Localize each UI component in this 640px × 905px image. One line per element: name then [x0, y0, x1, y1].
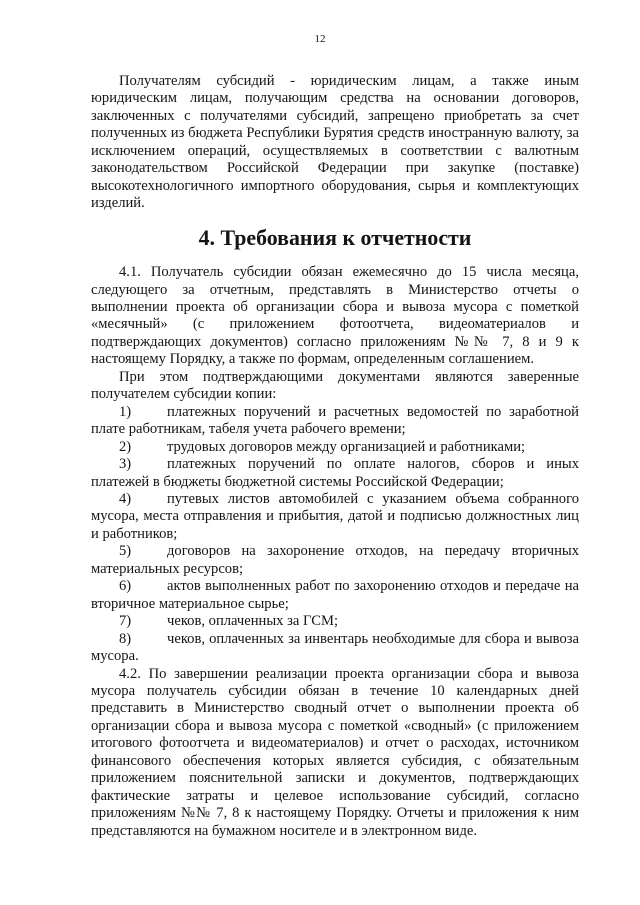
list-item-number: 6) [119, 578, 132, 595]
list-item-text: чеков, оплаченных за ГСМ; [167, 613, 339, 630]
list-item-text: платежных поручений по оплате налогов, сборов и иных платежей в бюджеты бюджетной системы Российской Федерации; [91, 456, 579, 490]
list-item [91, 578, 579, 613]
paragraph-4-1: 4.1. Получатель субсидии обязан ежемесячно до 15 числа месяца, следующего за отчетным, представлять в Министерство отчеты о выполнении проекта об организации сбора и вывоза мусора с пометкой «месячный» (с приложением фотоотчета, видеоматериалов и подтверждающих документов) согласно приложениям №№ 7, 8 и 9 к настоящему Порядку, а также по формам, определенным соглашением. [91, 264, 579, 368]
page-number: 12 [314, 33, 326, 45]
list-item-number: 5) [119, 543, 132, 560]
documents-intro-paragraph: При этом подтверждающими документами являются заверенные получателем субсидии копии: [91, 368, 579, 403]
list-item-text: чеков, оплаченных за инвентарь необходимые для сбора и вывоза мусора. [91, 630, 579, 665]
list-item-text: путевых листов автомобилей с указанием объема собранного мусора, места отправления и прибытия, датой и подписью должностных лиц и работников; [91, 490, 579, 542]
documents-list [91, 404, 579, 666]
paragraph-4-2: 4.2. По завершении реализации проекта организации сбора и вывоза мусора получатель субсидии обязан в течение 10 календарных дней представить в Министерство сводный отчет о выполнении проекта об организации сбора и вывоза мусора с пометкой «сводный» (с приложением итогового фотоотчета и видеоматериалов) и отчет о расходах, источником финансового обеспечения которых является субсидия, с обязательным приложением пояснительной записки и документов, подтверждающих фактические затраты и целевое использование субсидий, согласно приложениям №№ 7, 8 к настоящему Порядку. Отчеты и приложения к ним представляются на бумажном носителе и в электронном виде. [91, 665, 579, 839]
list-item-number: 3) [119, 456, 132, 473]
list-item [91, 439, 579, 456]
list-item [91, 491, 579, 543]
list-item-text: трудовых договоров между организацией и работниками; [167, 438, 526, 455]
list-item [91, 404, 579, 439]
list-item-number: 1) [119, 403, 132, 420]
list-item-number: 7) [119, 613, 132, 630]
list-item [91, 456, 579, 491]
list-item-text: договоров на захоронение отходов, на передачу вторичных материальных ресурсов; [91, 543, 579, 577]
document-body [91, 73, 579, 840]
list-item [91, 543, 579, 578]
list-item-number: 8) [119, 630, 132, 647]
list-item-text: актов выполненных работ по захоронению отходов и передаче на вторичное материальное сырье; [91, 578, 579, 612]
section-title: 4. Требования к отчетности [198, 224, 472, 250]
list-item [91, 613, 579, 630]
intro-paragraph: Получателям субсидий - юридическим лицам, а также иным юридическим лицам, получающим средства на основании договоров, заключенных с получателями субсидий, запрещено приобретать за счет полученных из бюджета Республики Бурятия средств иностранную валюту, за исключением операций, осуществляемых в соответствии с валютным законодательством Российской Федерации при закупке (поставке) высокотехнологичного импортного оборудования, сырья и комплектующих изделий. [91, 73, 579, 212]
list-item-number: 2) [119, 438, 132, 455]
list-item-number: 4) [119, 490, 132, 507]
list-item-text: платежных поручений и расчетных ведомостей по заработной плате работникам, табеля учета рабочего времени; [91, 403, 579, 438]
list-item [91, 631, 579, 666]
